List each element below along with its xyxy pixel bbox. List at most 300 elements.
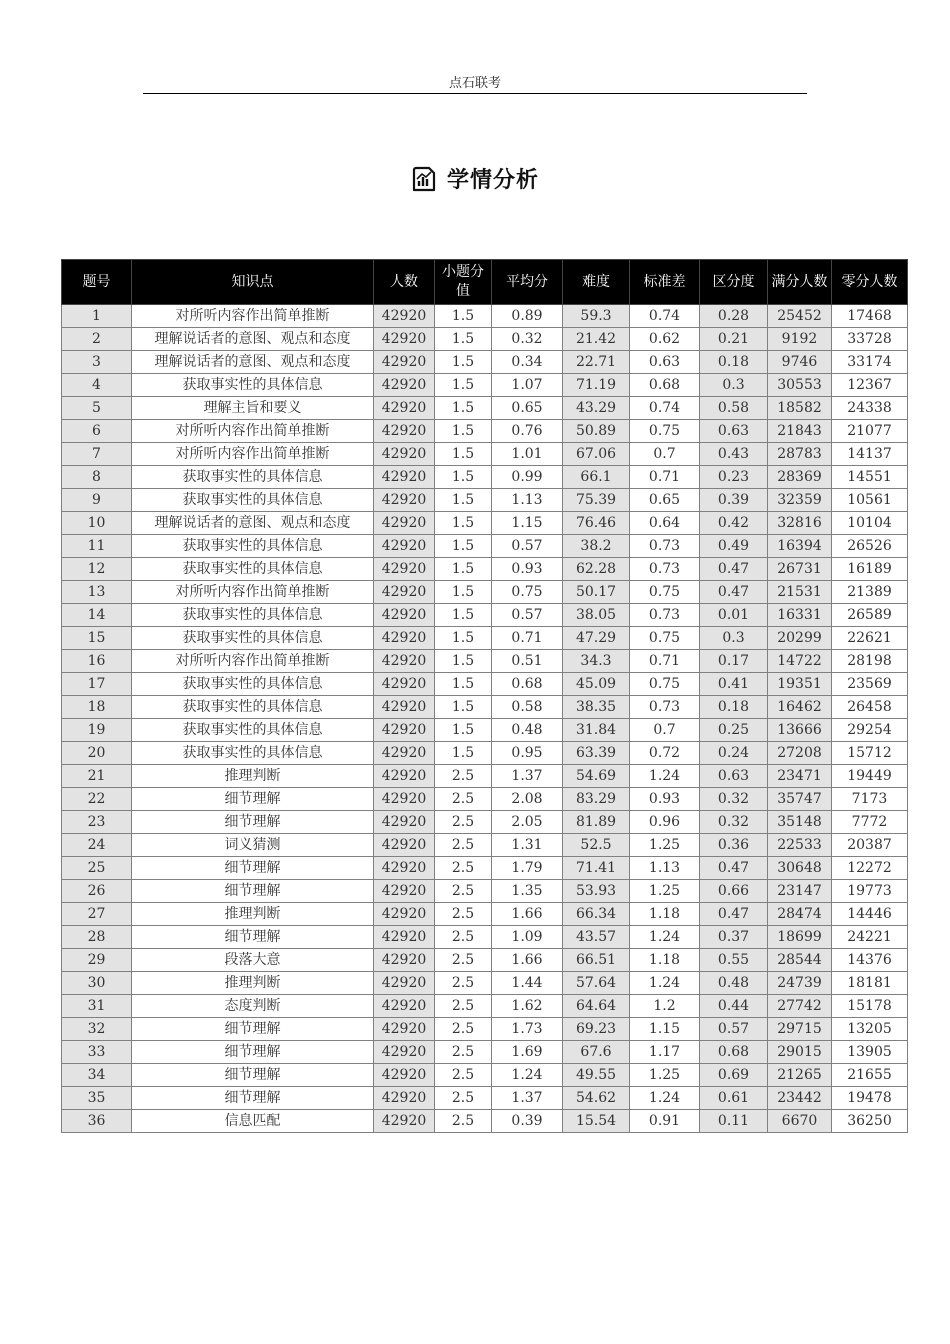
table-cell: 0.65	[630, 489, 700, 512]
table-cell: 49.55	[563, 1064, 630, 1087]
table-cell: 33174	[832, 351, 908, 374]
table-cell: 30648	[768, 857, 832, 880]
table-cell: 42920	[374, 1041, 435, 1064]
table-cell: 0.96	[630, 811, 700, 834]
table-cell: 2.5	[435, 972, 492, 995]
knowledge-point-cell: 获取事实性的具体信息	[132, 673, 374, 696]
table-row	[62, 1110, 908, 1133]
table-cell: 0.71	[492, 627, 563, 650]
table-cell: 1.5	[435, 627, 492, 650]
table-cell: 1.5	[435, 512, 492, 535]
knowledge-point-cell: 对所听内容作出简单推断	[132, 581, 374, 604]
table-cell: 54.69	[563, 765, 630, 788]
table-cell: 47.29	[563, 627, 630, 650]
knowledge-point-cell: 推理判断	[132, 903, 374, 926]
table-cell: 2.5	[435, 1087, 492, 1110]
table-cell: 0.32	[492, 328, 563, 351]
table-row	[62, 443, 908, 466]
bar-chart-icon	[411, 166, 437, 192]
table-cell: 24338	[832, 397, 908, 420]
table-cell: 21843	[768, 420, 832, 443]
table-cell: 42920	[374, 742, 435, 765]
table-cell: 18699	[768, 926, 832, 949]
knowledge-point-cell: 对所听内容作出简单推断	[132, 443, 374, 466]
table-cell: 1.5	[435, 742, 492, 765]
question-number-cell: 27	[62, 903, 132, 926]
table-cell: 42920	[374, 443, 435, 466]
table-cell: 0.71	[630, 650, 700, 673]
table-cell: 0.51	[492, 650, 563, 673]
table-cell: 42920	[374, 1110, 435, 1133]
table-cell: 42920	[374, 949, 435, 972]
table-cell: 1.09	[492, 926, 563, 949]
table-cell: 53.93	[563, 880, 630, 903]
table-cell: 0.63	[700, 765, 768, 788]
knowledge-point-cell: 对所听内容作出简单推断	[132, 305, 374, 328]
table-row	[62, 627, 908, 650]
table-row	[62, 949, 908, 972]
table-cell: 50.17	[563, 581, 630, 604]
table-cell: 1.5	[435, 696, 492, 719]
table-cell: 29254	[832, 719, 908, 742]
table-cell: 24221	[832, 926, 908, 949]
table-cell: 2.5	[435, 880, 492, 903]
table-cell: 1.5	[435, 581, 492, 604]
table-cell: 14722	[768, 650, 832, 673]
table-cell: 10561	[832, 489, 908, 512]
table-cell: 1.15	[492, 512, 563, 535]
table-row	[62, 650, 908, 673]
page-header-title: 点石联考	[448, 76, 501, 91]
question-number-cell: 9	[62, 489, 132, 512]
table-cell: 2.5	[435, 1018, 492, 1041]
table-cell: 16462	[768, 696, 832, 719]
table-row	[62, 788, 908, 811]
table-cell: 1.13	[492, 489, 563, 512]
table-cell: 15712	[832, 742, 908, 765]
table-cell: 0.63	[630, 351, 700, 374]
table-cell: 9192	[768, 328, 832, 351]
table-cell: 0.43	[700, 443, 768, 466]
table-cell: 0.91	[630, 1110, 700, 1133]
question-number-cell: 26	[62, 880, 132, 903]
analysis-table	[61, 259, 908, 1133]
table-cell: 1.5	[435, 305, 492, 328]
table-cell: 19449	[832, 765, 908, 788]
table-cell: 0.25	[700, 719, 768, 742]
table-cell: 1.5	[435, 673, 492, 696]
question-number-cell: 23	[62, 811, 132, 834]
table-cell: 19351	[768, 673, 832, 696]
question-number-cell: 16	[62, 650, 132, 673]
table-cell: 42920	[374, 466, 435, 489]
table-cell: 26526	[832, 535, 908, 558]
table-row	[62, 1041, 908, 1064]
table-cell: 1.07	[492, 374, 563, 397]
table-row	[62, 374, 908, 397]
column-header: 难度	[563, 260, 630, 305]
table-row	[62, 995, 908, 1018]
table-cell: 0.18	[700, 351, 768, 374]
table-cell: 15.54	[563, 1110, 630, 1133]
question-number-cell: 3	[62, 351, 132, 374]
table-row	[62, 765, 908, 788]
table-cell: 81.89	[563, 811, 630, 834]
table-cell: 16394	[768, 535, 832, 558]
knowledge-point-cell: 获取事实性的具体信息	[132, 696, 374, 719]
table-cell: 1.5	[435, 351, 492, 374]
table-cell: 66.34	[563, 903, 630, 926]
table-row	[62, 305, 908, 328]
question-number-cell: 4	[62, 374, 132, 397]
table-cell: 23471	[768, 765, 832, 788]
section-title: 学情分析	[446, 168, 539, 193]
table-cell: 54.62	[563, 1087, 630, 1110]
knowledge-point-cell: 获取事实性的具体信息	[132, 604, 374, 627]
table-cell: 0.32	[700, 811, 768, 834]
question-number-cell: 14	[62, 604, 132, 627]
knowledge-point-cell: 理解说话者的意图、观点和态度	[132, 351, 374, 374]
table-cell: 2.5	[435, 903, 492, 926]
table-cell: 1.24	[630, 926, 700, 949]
table-cell: 27208	[768, 742, 832, 765]
table-cell: 0.11	[700, 1110, 768, 1133]
table-cell: 0.68	[492, 673, 563, 696]
knowledge-point-cell: 获取事实性的具体信息	[132, 489, 374, 512]
table-cell: 1.44	[492, 972, 563, 995]
table-cell: 12272	[832, 857, 908, 880]
column-header: 标准差	[630, 260, 700, 305]
knowledge-point-cell: 细节理解	[132, 857, 374, 880]
table-cell: 67.6	[563, 1041, 630, 1064]
table-cell: 38.35	[563, 696, 630, 719]
table-cell: 23569	[832, 673, 908, 696]
table-cell: 29015	[768, 1041, 832, 1064]
table-cell: 0.89	[492, 305, 563, 328]
table-cell: 42920	[374, 811, 435, 834]
table-cell: 42920	[374, 972, 435, 995]
table-cell: 1.5	[435, 535, 492, 558]
table-cell: 1.37	[492, 1087, 563, 1110]
table-cell: 13905	[832, 1041, 908, 1064]
table-cell: 19478	[832, 1087, 908, 1110]
table-cell: 0.7	[630, 719, 700, 742]
knowledge-point-cell: 词义猜测	[132, 834, 374, 857]
table-cell: 42920	[374, 374, 435, 397]
knowledge-point-cell: 细节理解	[132, 788, 374, 811]
column-header: 小题分值	[435, 260, 492, 305]
knowledge-point-cell: 获取事实性的具体信息	[132, 742, 374, 765]
table-cell: 0.48	[492, 719, 563, 742]
table-cell: 9746	[768, 351, 832, 374]
table-cell: 42920	[374, 1018, 435, 1041]
knowledge-point-cell: 获取事实性的具体信息	[132, 535, 374, 558]
table-cell: 22621	[832, 627, 908, 650]
table-cell: 69.23	[563, 1018, 630, 1041]
table-cell: 0.72	[630, 742, 700, 765]
question-number-cell: 31	[62, 995, 132, 1018]
table-cell: 0.58	[492, 696, 563, 719]
table-cell: 28544	[768, 949, 832, 972]
table-cell: 1.13	[630, 857, 700, 880]
table-cell: 42920	[374, 512, 435, 535]
question-number-cell: 5	[62, 397, 132, 420]
table-cell: 1.5	[435, 604, 492, 627]
table-cell: 42920	[374, 397, 435, 420]
table-cell: 28783	[768, 443, 832, 466]
table-cell: 1.5	[435, 466, 492, 489]
table-cell: 1.37	[492, 765, 563, 788]
table-cell: 42920	[374, 880, 435, 903]
table-cell: 1.24	[492, 1064, 563, 1087]
table-cell: 1.25	[630, 880, 700, 903]
question-number-cell: 15	[62, 627, 132, 650]
table-cell: 0.36	[700, 834, 768, 857]
table-cell: 1.31	[492, 834, 563, 857]
question-number-cell: 29	[62, 949, 132, 972]
table-row	[62, 903, 908, 926]
table-cell: 0.76	[492, 420, 563, 443]
knowledge-point-cell: 理解主旨和要义	[132, 397, 374, 420]
table-cell: 0.34	[492, 351, 563, 374]
table-body	[62, 305, 908, 1133]
knowledge-point-cell: 态度判断	[132, 995, 374, 1018]
table-cell: 1.5	[435, 558, 492, 581]
table-cell: 0.3	[700, 627, 768, 650]
column-header: 人数	[374, 260, 435, 305]
table-cell: 18181	[832, 972, 908, 995]
table-cell: 23147	[768, 880, 832, 903]
table-cell: 0.37	[700, 926, 768, 949]
table-cell: 38.2	[563, 535, 630, 558]
table-cell: 42920	[374, 604, 435, 627]
table-cell: 1.66	[492, 949, 563, 972]
table-cell: 21265	[768, 1064, 832, 1087]
table-cell: 42920	[374, 673, 435, 696]
table-cell: 17468	[832, 305, 908, 328]
table-cell: 26458	[832, 696, 908, 719]
table-cell: 0.71	[630, 466, 700, 489]
table-cell: 20387	[832, 834, 908, 857]
table-cell: 52.5	[563, 834, 630, 857]
table-cell: 42920	[374, 1064, 435, 1087]
table-cell: 57.64	[563, 972, 630, 995]
table-cell: 0.49	[700, 535, 768, 558]
table-row	[62, 466, 908, 489]
knowledge-point-cell: 获取事实性的具体信息	[132, 719, 374, 742]
table-cell: 21389	[832, 581, 908, 604]
table-cell: 35148	[768, 811, 832, 834]
table-cell: 0.99	[492, 466, 563, 489]
table-cell: 21.42	[563, 328, 630, 351]
table-cell: 14137	[832, 443, 908, 466]
table-cell: 1.18	[630, 949, 700, 972]
column-header: 区分度	[700, 260, 768, 305]
question-number-cell: 32	[62, 1018, 132, 1041]
question-number-cell: 24	[62, 834, 132, 857]
table-cell: 42920	[374, 926, 435, 949]
table-cell: 1.35	[492, 880, 563, 903]
table-cell: 42920	[374, 765, 435, 788]
table-cell: 32816	[768, 512, 832, 535]
column-header: 满分人数	[768, 260, 832, 305]
table-cell: 28369	[768, 466, 832, 489]
table-row	[62, 351, 908, 374]
table-cell: 0.01	[700, 604, 768, 627]
table-cell: 2.5	[435, 995, 492, 1018]
table-row	[62, 719, 908, 742]
table-cell: 7173	[832, 788, 908, 811]
table-cell: 15178	[832, 995, 908, 1018]
table-cell: 42920	[374, 857, 435, 880]
table-cell: 0.28	[700, 305, 768, 328]
table-cell: 42920	[374, 489, 435, 512]
knowledge-point-cell: 对所听内容作出简单推断	[132, 650, 374, 673]
table-cell: 28474	[768, 903, 832, 926]
table-cell: 1.5	[435, 374, 492, 397]
table-cell: 19773	[832, 880, 908, 903]
table-row	[62, 811, 908, 834]
table-cell: 0.75	[630, 581, 700, 604]
table-cell: 42920	[374, 305, 435, 328]
table-cell: 42920	[374, 834, 435, 857]
question-number-cell: 28	[62, 926, 132, 949]
table-cell: 0.93	[492, 558, 563, 581]
table-cell: 21655	[832, 1064, 908, 1087]
table-cell: 71.41	[563, 857, 630, 880]
table-cell: 2.5	[435, 765, 492, 788]
question-number-cell: 11	[62, 535, 132, 558]
table-cell: 1.17	[630, 1041, 700, 1064]
table-cell: 2.08	[492, 788, 563, 811]
question-number-cell: 21	[62, 765, 132, 788]
table-row	[62, 489, 908, 512]
table-cell: 7772	[832, 811, 908, 834]
table-cell: 0.73	[630, 696, 700, 719]
table-cell: 1.62	[492, 995, 563, 1018]
knowledge-point-cell: 推理判断	[132, 765, 374, 788]
knowledge-point-cell: 段落大意	[132, 949, 374, 972]
knowledge-point-cell: 获取事实性的具体信息	[132, 374, 374, 397]
table-cell: 0.17	[700, 650, 768, 673]
table-cell: 0.7	[630, 443, 700, 466]
table-cell: 0.44	[700, 995, 768, 1018]
table-cell: 0.74	[630, 397, 700, 420]
table-cell: 63.39	[563, 742, 630, 765]
table-row	[62, 397, 908, 420]
knowledge-point-cell: 细节理解	[132, 1064, 374, 1087]
table-cell: 67.06	[563, 443, 630, 466]
column-header: 零分人数	[832, 260, 908, 305]
table-cell: 2.5	[435, 834, 492, 857]
table-cell: 18582	[768, 397, 832, 420]
table-cell: 1.5	[435, 719, 492, 742]
table-cell: 0.68	[700, 1041, 768, 1064]
table-cell: 66.1	[563, 466, 630, 489]
table-row	[62, 834, 908, 857]
table-cell: 31.84	[563, 719, 630, 742]
table-cell: 2.5	[435, 1110, 492, 1133]
column-header: 知识点	[132, 260, 374, 305]
table-cell: 10104	[832, 512, 908, 535]
table-cell: 0.75	[492, 581, 563, 604]
table-cell: 6670	[768, 1110, 832, 1133]
table-cell: 33728	[832, 328, 908, 351]
table-cell: 0.64	[630, 512, 700, 535]
table-cell: 24739	[768, 972, 832, 995]
table-row	[62, 673, 908, 696]
table-row	[62, 1087, 908, 1110]
table-cell: 36250	[832, 1110, 908, 1133]
table-cell: 26589	[832, 604, 908, 627]
table-row	[62, 604, 908, 627]
question-number-cell: 17	[62, 673, 132, 696]
table-cell: 0.57	[492, 535, 563, 558]
table-cell: 0.73	[630, 558, 700, 581]
table-cell: 42920	[374, 788, 435, 811]
knowledge-point-cell: 推理判断	[132, 972, 374, 995]
table-cell: 0.57	[492, 604, 563, 627]
table-cell: 38.05	[563, 604, 630, 627]
table-cell: 0.55	[700, 949, 768, 972]
table-row	[62, 581, 908, 604]
table-cell: 26731	[768, 558, 832, 581]
table-cell: 28198	[832, 650, 908, 673]
table-cell: 0.41	[700, 673, 768, 696]
table-cell: 0.48	[700, 972, 768, 995]
table-cell: 59.3	[563, 305, 630, 328]
question-number-cell: 34	[62, 1064, 132, 1087]
table-cell: 45.09	[563, 673, 630, 696]
column-header: 平均分	[492, 260, 563, 305]
table-cell: 22533	[768, 834, 832, 857]
table-cell: 20299	[768, 627, 832, 650]
table-cell: 27742	[768, 995, 832, 1018]
table-cell: 0.73	[630, 535, 700, 558]
table-cell: 43.29	[563, 397, 630, 420]
table-cell: 1.25	[630, 834, 700, 857]
table-row	[62, 857, 908, 880]
knowledge-point-cell: 理解说话者的意图、观点和态度	[132, 328, 374, 351]
question-number-cell: 25	[62, 857, 132, 880]
table-cell: 23442	[768, 1087, 832, 1110]
table-cell: 83.29	[563, 788, 630, 811]
table-cell: 21077	[832, 420, 908, 443]
table-cell: 1.18	[630, 903, 700, 926]
table-cell: 12367	[832, 374, 908, 397]
table-row	[62, 880, 908, 903]
table-cell: 42920	[374, 995, 435, 1018]
table-row	[62, 420, 908, 443]
table-cell: 1.5	[435, 489, 492, 512]
table-cell: 1.24	[630, 765, 700, 788]
table-cell: 42920	[374, 1087, 435, 1110]
table-row	[62, 926, 908, 949]
table-cell: 2.5	[435, 949, 492, 972]
table-cell: 21531	[768, 581, 832, 604]
table-cell: 0.32	[700, 788, 768, 811]
question-number-cell: 19	[62, 719, 132, 742]
table-cell: 66.51	[563, 949, 630, 972]
question-number-cell: 12	[62, 558, 132, 581]
table-cell: 0.57	[700, 1018, 768, 1041]
table-cell: 0.65	[492, 397, 563, 420]
knowledge-point-cell: 细节理解	[132, 811, 374, 834]
table-cell: 0.3	[700, 374, 768, 397]
table-row	[62, 328, 908, 351]
table-cell: 14551	[832, 466, 908, 489]
table-cell: 64.64	[563, 995, 630, 1018]
